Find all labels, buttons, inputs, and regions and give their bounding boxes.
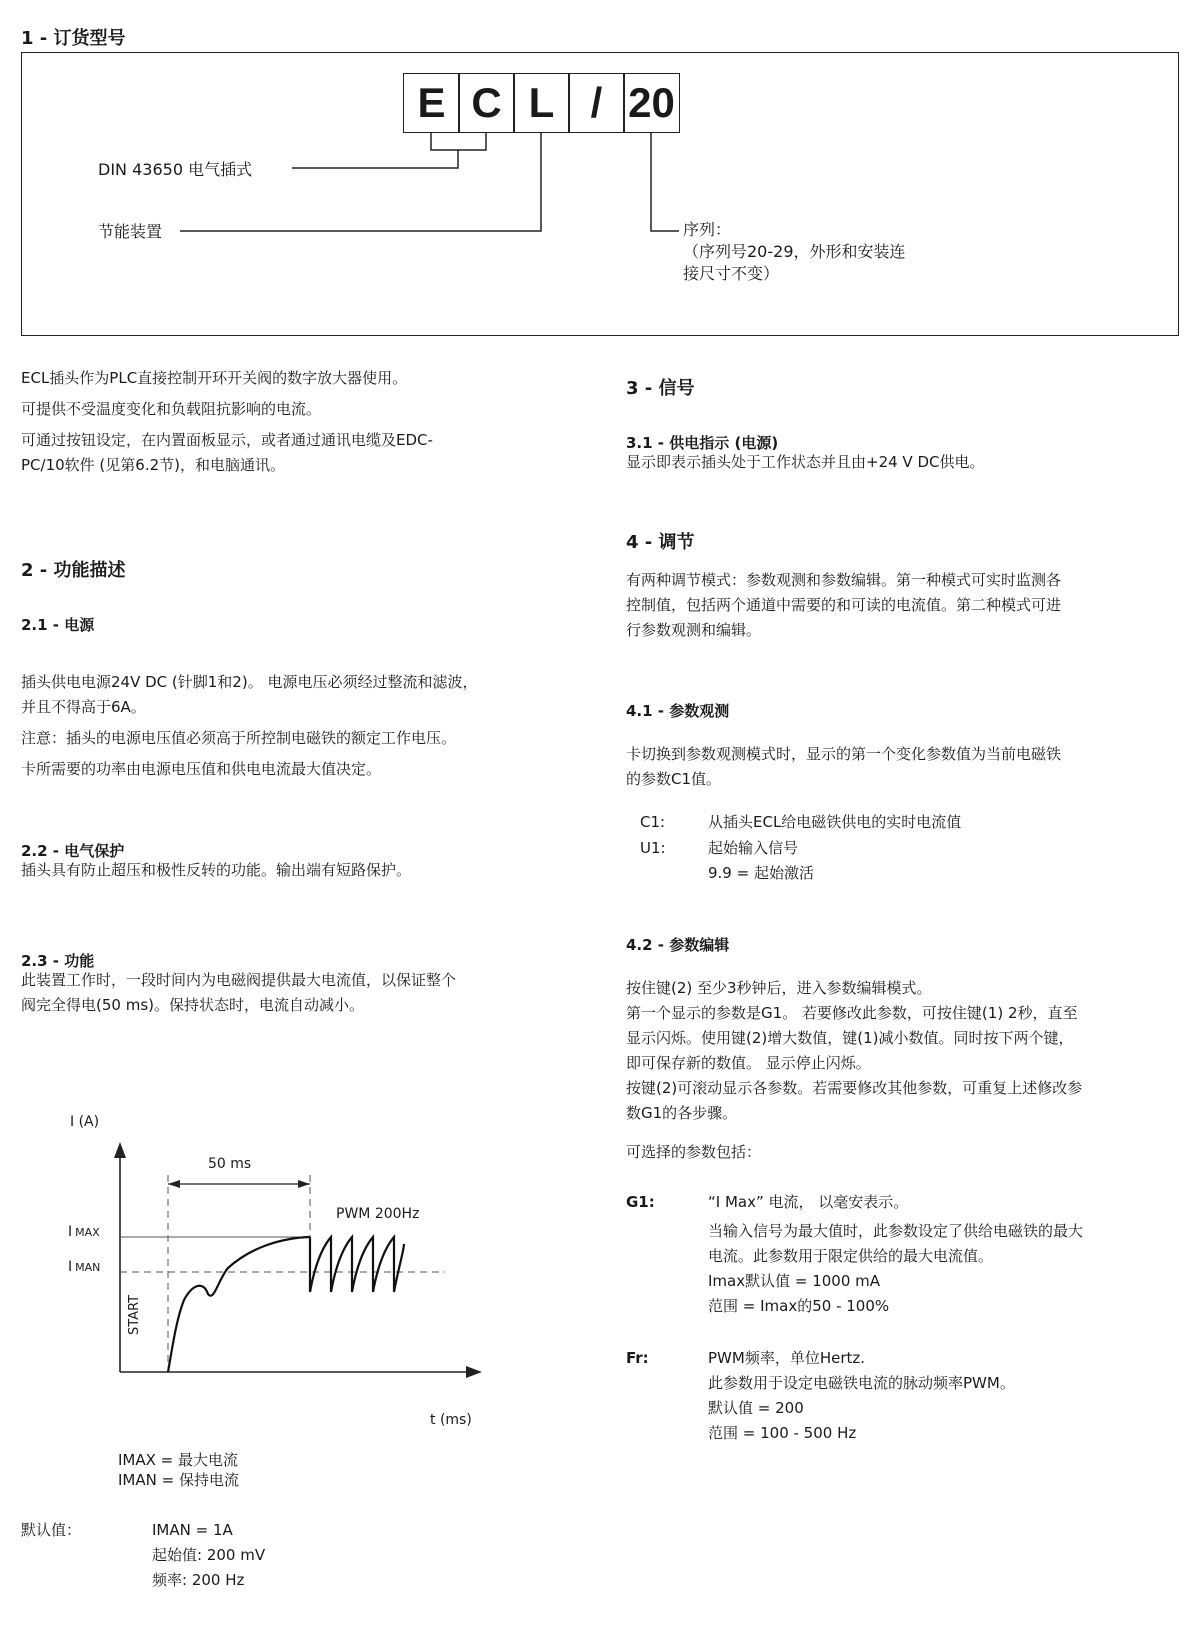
param-u1-value [708,836,814,886]
series-line-2: 接尺寸不变） [683,264,780,283]
adjust-p1: 有两种调节模式：参数观测和参数编辑。第一种模式可实时监测各 [626,571,1062,589]
intro-text [21,366,581,478]
edit-l1: 按住键(2) 至少3秒钟后，进入参数编辑模式。 [626,979,932,997]
code-cell-series: 20 [623,73,680,133]
intro-p1: ECL插头作为PLC直接控制开环开关阀的数字放大器使用。 [21,369,408,387]
default-start: 起始值: 200 mV [152,1546,266,1564]
param-fr-desc [708,1346,1198,1446]
section-3-title: 3 - 信号 [626,378,695,399]
param-u1-key: U1: [640,839,666,857]
interval-arrow-right [298,1180,310,1188]
series-label [683,219,906,285]
legend-iman: IMAN = 保持电流 [118,1471,239,1489]
param-c1-value: 从插头ECL给电磁铁供电的实时电流值 [708,813,962,831]
default-frequency: 频率: 200 Hz [152,1571,245,1589]
interval-arrow-left [168,1180,180,1188]
diagram-legend [118,1450,239,1490]
defaults-label: 默认值： [21,1521,82,1539]
intro-p2: 可提供不受温度变化和负载阻抗影响的电流。 [21,400,322,418]
function-p1: 此装置工作时，一段时间内为电磁阀提供最大电流值，以保证整个 [21,971,457,989]
edit-l5: 按键(2)可滚动显示各参数。若需要修改其他参数，可重复上述修改参 [626,1079,1083,1097]
adjust-text [626,568,1186,643]
iman-label-main: I [68,1259,73,1275]
power-p2: 注意：插头的电源电压值必须高于所控制电磁铁的额定工作电压。 [21,729,457,747]
code-cell-slash: / [568,73,625,133]
param-g1-desc [708,1190,1198,1319]
param-fr-key: Fr: [626,1349,649,1367]
y-axis-label: I (A) [70,1114,100,1130]
edit-l6: 数G1的各步骤。 [626,1104,738,1122]
power-text [21,670,581,782]
imax-label-main: I [68,1224,73,1240]
edit-l2: 第一个显示的参数是G1。 若要修改此参数，可按住键(1) 2秒，直至 [626,1004,1078,1022]
edit-l3: 显示闪烁。使用键(2)增大数值，键(1)减小数值。同时按下两个键， [626,1029,1074,1047]
code-cell-l: L [513,73,570,133]
g1-line5: 范围 = Imax的50 - 100% [708,1297,890,1315]
x-axis-arrow [466,1366,482,1378]
order-code-box [21,52,1179,336]
section-2-3-title: 2.3 - 功能 [21,952,95,970]
defaults-values [152,1518,265,1593]
function-text [21,968,581,1018]
param-c1-key: C1: [640,813,666,831]
g1-line1: “I Max” 电流， 以毫安表示。 [708,1193,909,1211]
section-2-title: 2 - 功能描述 [21,560,126,581]
order-code-connectors [22,53,1178,335]
iman-label-sub: MAN [75,1261,101,1274]
adjust-p3: 行参数观测和编辑。 [626,621,762,639]
power-p1b: 并且不得高于6A。 [21,698,146,716]
series-line-1: （序列号20-29，外形和安装连 [683,242,906,261]
imax-label-sub: MAX [75,1226,100,1239]
section-3-1-title: 3.1 - 供电指示 (电源) [626,434,779,452]
edit-text [626,976,1186,1126]
code-cell-c: C [458,73,515,133]
energy-saver-label: 节能装置 [98,222,163,241]
fr-line3: 默认值 = 200 [708,1399,804,1417]
fr-line4: 范围 = 100 - 500 Hz [708,1424,857,1442]
default-iman: IMAN = 1A [152,1521,233,1539]
fr-line1: PWM频率，单位Hertz. [708,1349,866,1367]
section-4-title: 4 - 调节 [626,532,695,553]
din-connector-label: DIN 43650 电气插式 [98,160,253,179]
edit-l4: 即可保存新的数值。 显示停止闪烁。 [626,1054,871,1072]
params-intro: 可选择的参数包括： [626,1143,762,1161]
power-indicator-text: 显示即表示插头处于工作状态并且由+24 V DC供电。 [626,453,985,471]
protection-text: 插头具有防止超压和极性反转的功能。输出端有短路保护。 [21,861,412,879]
power-p1a: 插头供电电源24V DC (针脚1和2)。 电源电压必须经过整流和滤波， [21,673,478,691]
adjust-p2: 控制值，包括两个通道中需要的和可读的电流值。第二种模式可进 [626,596,1062,614]
pwm-waveform [310,1237,404,1292]
start-label: START [127,1294,142,1335]
section-1-title: 1 - 订货型号 [21,28,126,49]
g1-line2: 当输入信号为最大值时，此参数设定了供给电磁铁的最大 [708,1222,1084,1240]
pwm-label: PWM 200Hz [336,1206,420,1222]
intro-p3a: 可通过按钮设定，在内置面板显示，或者通过通讯电缆及EDC- [21,431,433,449]
legend-imax: IMAX = 最大电流 [118,1451,239,1469]
x-axis-label: t (ms) [430,1412,472,1428]
current-curve [168,1237,310,1372]
param-u1-line1: 起始输入信号 [708,839,799,857]
g1-line4: Imax默认值 = 1000 mA [708,1272,881,1290]
g1-line3: 电流。此参数用于限定供给的最大电流值。 [708,1247,994,1265]
y-axis-arrow [114,1142,126,1158]
observe-text [626,742,1186,792]
param-g1-key: G1: [626,1193,655,1211]
param-u1-line2: 9.9 = 起始激活 [708,864,814,882]
section-2-1-title: 2.1 - 电源 [21,616,95,634]
section-4-1-title: 4.1 - 参数观测 [626,702,730,720]
section-4-2-title: 4.2 - 参数编辑 [626,936,730,954]
observe-p1: 卡切换到参数观测模式时，显示的第一个变化参数值为当前电磁铁 [626,745,1062,763]
function-p2: 阀完全得电(50 ms)。保持状态时，电流自动减小。 [21,996,364,1014]
intro-p3b: PC/10软件 (见第6.2节)，和电脑通讯。 [21,456,285,474]
imax-label [68,1224,100,1240]
current-time-diagram [0,1114,500,1440]
section-2-2-title: 2.2 - 电气保护 [21,842,125,860]
power-p3: 卡所需要的功率由电源电压值和供电电流最大值决定。 [21,760,382,778]
code-cell-e: E [403,73,460,133]
fr-line2: 此参数用于设定电磁铁电流的脉动频率PWM。 [708,1374,1015,1392]
iman-label [68,1259,100,1275]
interval-label: 50 ms [208,1156,252,1172]
observe-p2: 的参数C1值。 [626,770,722,788]
series-title: 序列： [683,220,732,239]
